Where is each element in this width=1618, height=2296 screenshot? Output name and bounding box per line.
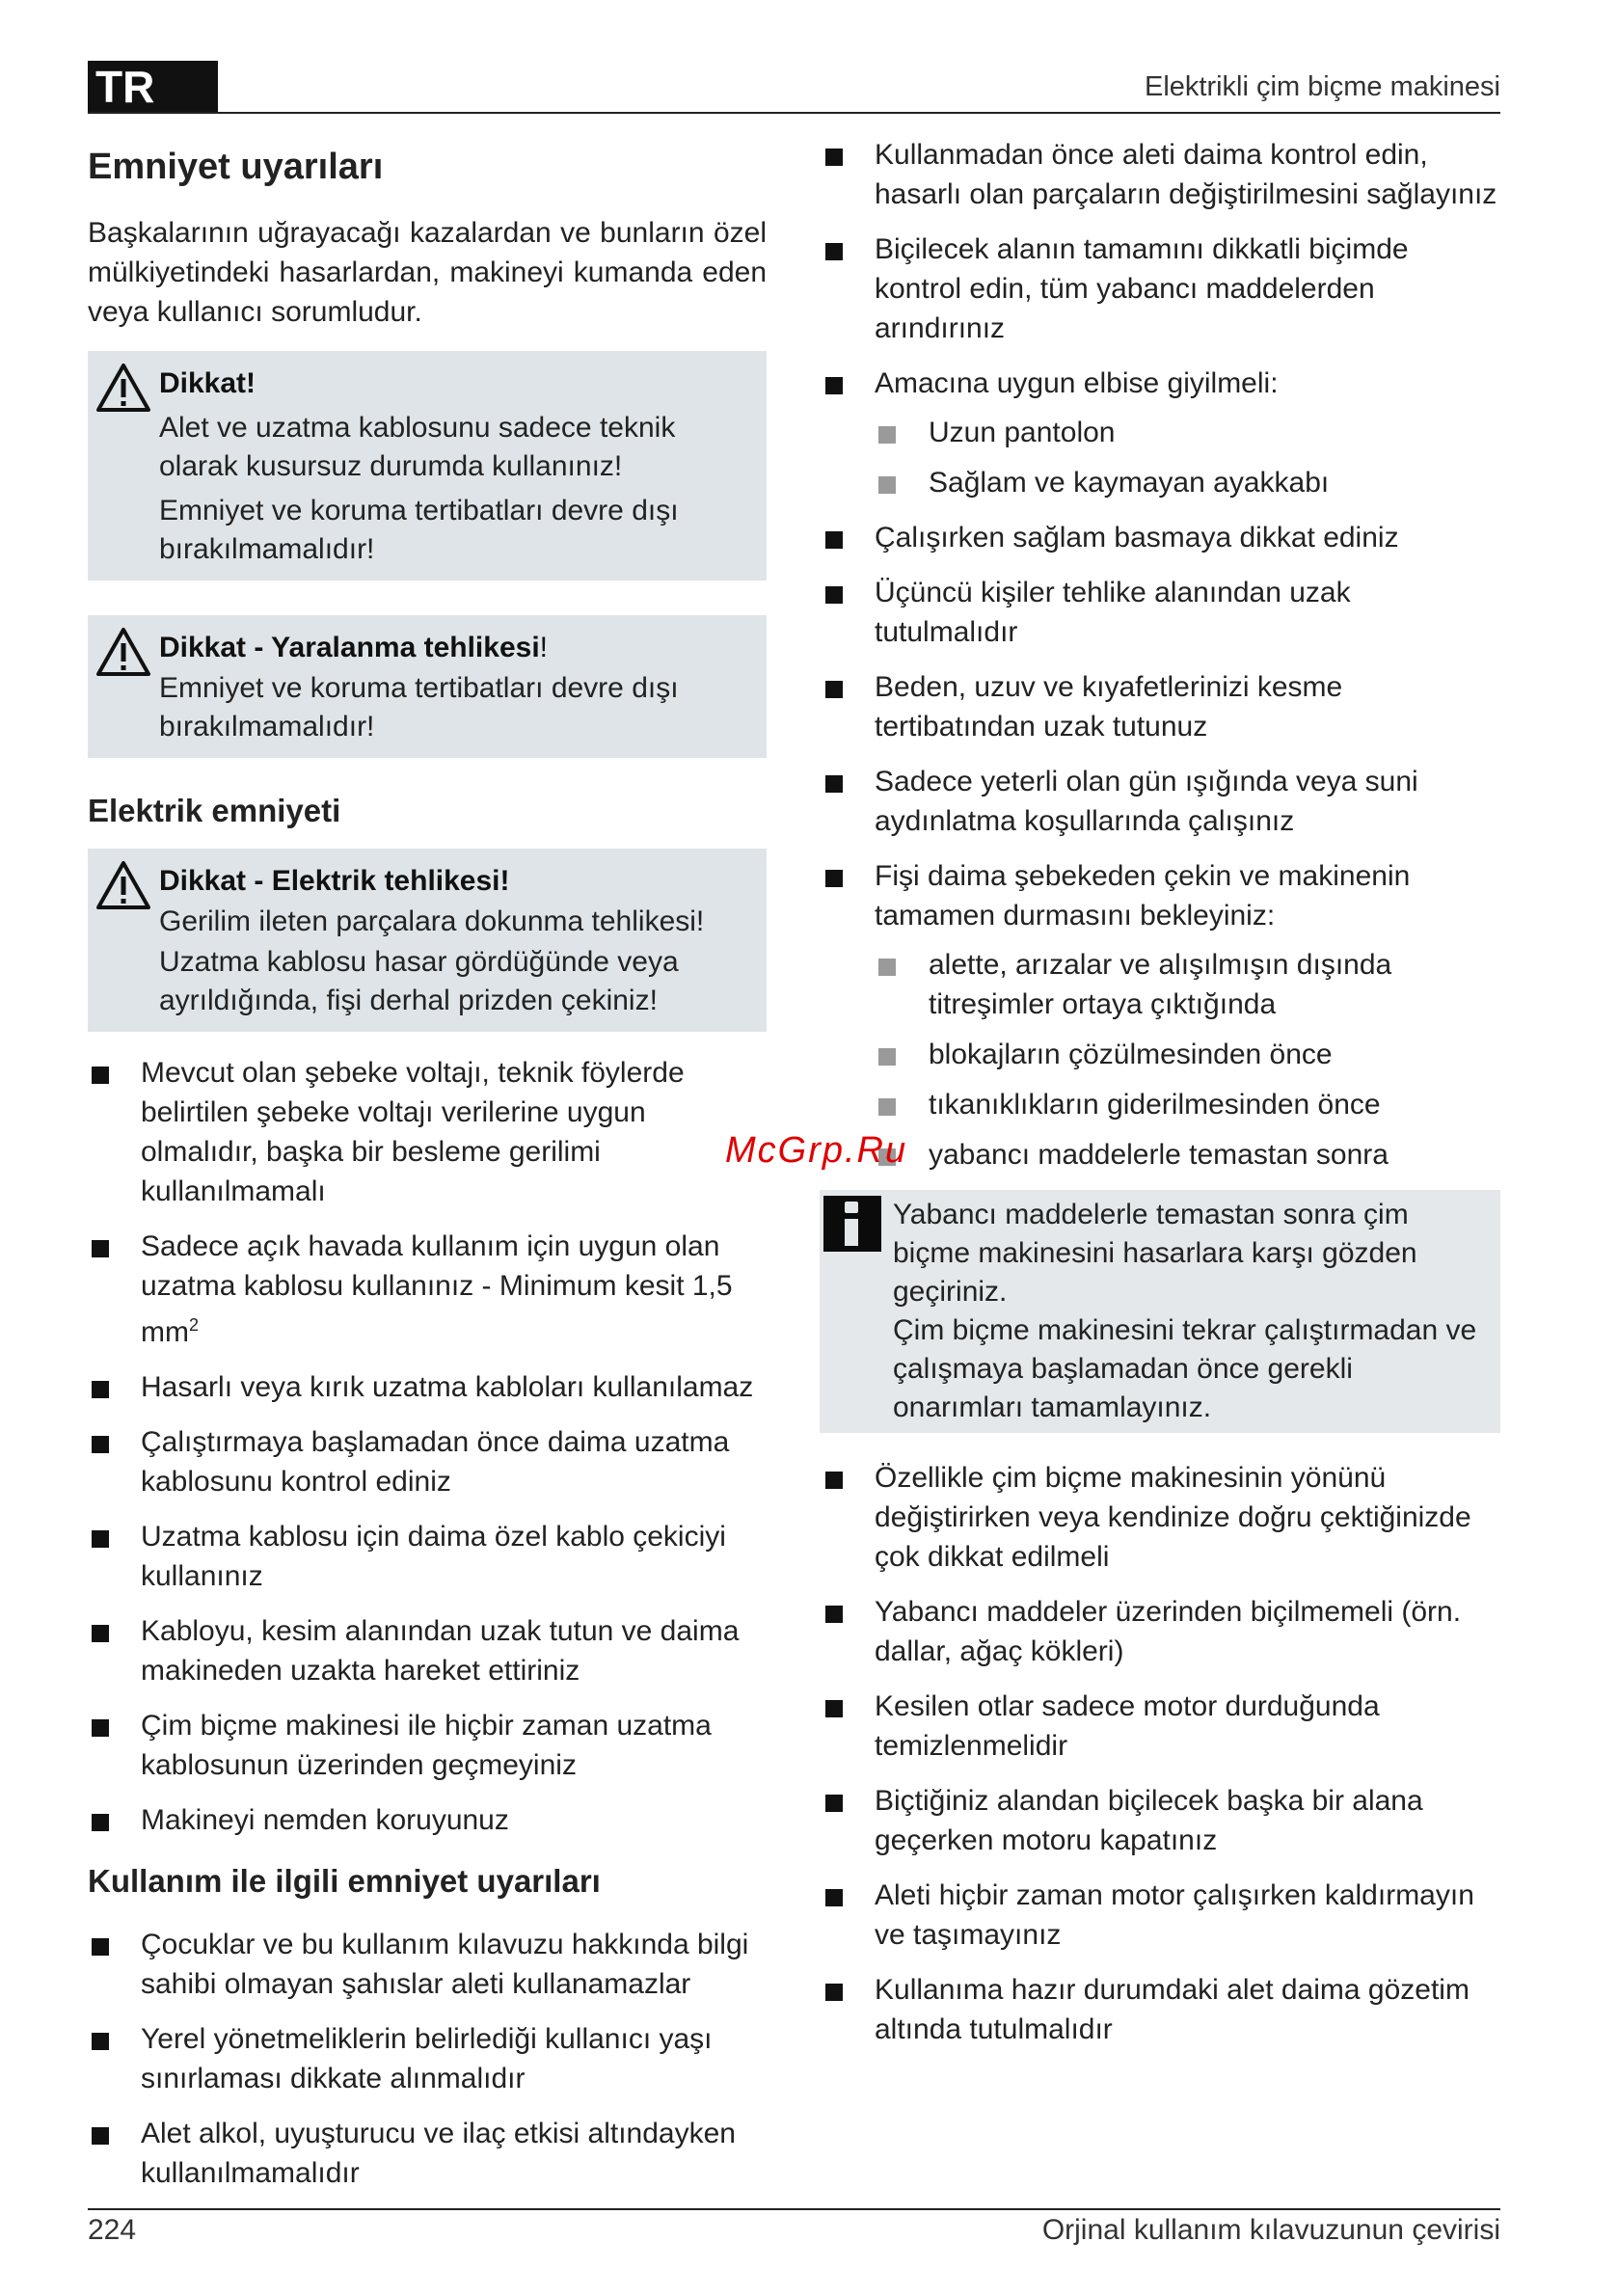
list-item: Amacına uygun elbise giyilmeli: Uzun pantolon Sağlam ve kaymayan ayakkabı bbox=[822, 364, 1500, 502]
bullet-square-icon bbox=[825, 531, 843, 549]
heading-usage-safety: Kullanım ile ilgili emniyet uyarıları bbox=[88, 1863, 601, 1899]
usage-list-c bbox=[822, 1458, 1500, 2049]
electric-safety-list bbox=[88, 1053, 767, 1840]
list-item: Sadece yeterli olan gün ışığında veya suni aydınlatma koşullarında çalışınız bbox=[822, 762, 1500, 841]
bullet-square-icon bbox=[825, 1795, 843, 1812]
list-item: Sadece açık havada kullanım için uygun olan uzatma kablosu kullanınız - Minimum kesit 1,5 $mm^2$ bbox=[88, 1227, 767, 1352]
bullet-square-icon bbox=[92, 1067, 109, 1084]
bullet-square-icon bbox=[825, 870, 843, 887]
watermark: McGrp.Ru bbox=[725, 1130, 908, 1171]
bullet-square-icon bbox=[92, 1381, 109, 1398]
sub-list-item: Sağlam ve kaymayan ayakkabı bbox=[875, 463, 1500, 502]
warning-triangle-icon bbox=[95, 860, 151, 910]
list-item: Beden, uzuv ve kıyafetlerinizi kesme tertibatından uzak tutunuz bbox=[822, 667, 1500, 746]
bullet-square-icon bbox=[92, 1530, 109, 1548]
warning-title bbox=[159, 629, 749, 667]
warning-text: Uzatma kablosu hasar gördüğünde veya ayrıldığında, fişi derhal prizden çekiniz! bbox=[159, 946, 679, 1016]
list-item: Kullanmadan önce aleti daima kontrol edin, hasarlı olan parçaların değiştirilmesini sağlayınız bbox=[822, 135, 1500, 214]
list-item: Alet alkol, uyuşturucu ve ilaç etkisi altındayken kullanılmamalıdır bbox=[88, 2114, 767, 2193]
bullet-square-icon bbox=[825, 1889, 843, 1906]
bullet-square-icon bbox=[92, 1240, 109, 1257]
sub-list-item: yabancı maddelerle temastan sonra bbox=[875, 1135, 1500, 1175]
bullet-square-icon bbox=[825, 1606, 843, 1623]
sub-list-item: tıkanıklıkların giderilmesinden önce bbox=[875, 1085, 1500, 1124]
warning-box-injury bbox=[88, 615, 767, 758]
list-item: Biçtiğiniz alandan biçilecek başka bir alana geçerken motoru kapatınız bbox=[822, 1781, 1500, 1860]
warning-title: Dikkat! bbox=[159, 367, 256, 399]
list-item: Mevcut olan şebeke voltajı, teknik föylerde belirtilen şebeke voltajı verilerine uygun olmalıdır, başka bir besleme gerilimi kullanılmamalı bbox=[88, 1053, 767, 1211]
bullet-square-icon bbox=[92, 1436, 109, 1453]
bullet-square-icon bbox=[825, 149, 843, 166]
list-item: Kabloyu, kesim alanından uzak tutun ve daima makineden uzakta hareket ettiriniz bbox=[88, 1611, 767, 1690]
page-number: 224 bbox=[88, 2214, 137, 2246]
list-item: Üçüncü kişiler tehlike alanından uzak tutulmalıdır bbox=[822, 573, 1500, 652]
right-column bbox=[822, 135, 1500, 2065]
warning-box-general bbox=[88, 351, 767, 581]
info-icon bbox=[823, 1196, 881, 1252]
header-title: Elektrikli çim biçme makinesi bbox=[1144, 71, 1500, 102]
list-item: Çim biçme makinesi ile hiçbir zaman uzatma kablosunun üzerinden geçmeyiniz bbox=[88, 1706, 767, 1785]
warning-text: Emniyet ve koruma tertibatları devre dışı bırakılmamalıdır! bbox=[159, 495, 679, 565]
info-text: Çim biçme makinesini tekrar çalıştırmadan ve çalışmaya başlamadan önce gerekli onarımları tamamlayınız. bbox=[893, 1314, 1477, 1423]
bullet-square-icon bbox=[92, 1814, 109, 1831]
sub-list-item: Uzun pantolon bbox=[875, 413, 1500, 452]
bullet-square-icon bbox=[92, 2033, 109, 2050]
sub-list-item: blokajların çözülmesinden önce bbox=[875, 1035, 1500, 1074]
warning-triangle-icon bbox=[95, 627, 151, 677]
warning-triangle-icon bbox=[95, 363, 151, 413]
bullet-square-grey-icon bbox=[878, 959, 896, 976]
info-text: Yabancı maddelerle temastan sonra çim biçme makinesini hasarlara karşı gözden geçiriniz. bbox=[893, 1199, 1417, 1308]
bullet-square-icon bbox=[825, 377, 843, 394]
bullet-square-grey-icon bbox=[878, 1048, 896, 1066]
footer-rule bbox=[88, 2208, 1500, 2210]
bullet-square-icon bbox=[825, 1700, 843, 1717]
sub-list-item: alette, arızalar ve alışılmışın dışında titreşimler ortaya çıktığında bbox=[875, 945, 1500, 1024]
warning-text: Emniyet ve koruma tertibatları devre dışı bırakılmamalıdır! bbox=[159, 672, 679, 743]
bullet-square-icon bbox=[92, 1719, 109, 1737]
bullet-square-icon bbox=[92, 2127, 109, 2145]
bullet-square-icon bbox=[825, 1984, 843, 2001]
bullet-square-icon bbox=[825, 775, 843, 793]
list-item: Özellikle çim biçme makinesinin yönünü değiştirirken veya kendinize doğru çektiğinizde çok dikkat edilmeli bbox=[822, 1458, 1500, 1577]
bullet-square-icon bbox=[825, 681, 843, 698]
unplug-sublist bbox=[875, 945, 1500, 1175]
list-item: Yabancı maddeler üzerinden biçilmemeli (örn. dallar, ağaç kökleri) bbox=[822, 1592, 1500, 1671]
bullet-square-grey-icon bbox=[878, 476, 896, 494]
list-item: Fişi daima şebekeden çekin ve makinenin tamamen durmasını bekleyiniz: alette, arızalar ve alışılmışın dışında titreşimler ortaya çıktığında blokajların çözülmesinden önce tıkanıklıkların giderilmesinden önce yabancı maddelerle temastan sonra bbox=[822, 856, 1500, 1175]
footer-title: Orjinal kullanım kılavuzunun çevirisi bbox=[1041, 2214, 1500, 2246]
list-item: Çalışırken sağlam basmaya dikkat ediniz bbox=[822, 518, 1500, 557]
list-item: Yerel yönetmeliklerin belirlediği kullanıcı yaşı sınırlaması dikkate alınmalıdır bbox=[88, 2019, 767, 2098]
left-column bbox=[88, 135, 767, 2208]
list-item: Biçilecek alanın tamamını dikkatli biçimde kontrol edin, tüm yabancı maddelerden arındırınız bbox=[822, 230, 1500, 348]
header-rule bbox=[88, 112, 1500, 114]
intro-paragraph: Başkalarının uğrayacağı kazalardan ve bunların özel mülkiyetindeki hasarlardan, makineyi kumanda eden veya kullanıcı sorumludur. bbox=[88, 217, 767, 328]
bullet-square-icon bbox=[825, 1472, 843, 1489]
bullet-square-icon bbox=[92, 1938, 109, 1956]
warning-title: Dikkat - Elektrik tehlikesi! bbox=[159, 865, 510, 897]
heading-electric-safety: Elektrik emniyeti bbox=[88, 793, 341, 828]
bullet-square-icon bbox=[825, 243, 843, 260]
list-item: Çocuklar ve bu kullanım kılavuzu hakkında bilgi sahibi olmayan şahıslar aleti kullanamazlar bbox=[88, 1925, 767, 2004]
list-item: Kullanıma hazır durumdaki alet daima gözetim altında tutulmalıdır bbox=[822, 1970, 1500, 2049]
list-item: Uzatma kablosu için daima özel kablo çekiciyi kullanınız bbox=[88, 1517, 767, 1596]
list-item: Çalıştırmaya başlamadan önce daima uzatma kablosunu kontrol ediniz bbox=[88, 1422, 767, 1501]
info-box bbox=[820, 1190, 1500, 1433]
usage-list-a bbox=[822, 135, 1500, 502]
warning-text: Gerilim ileten parçalara dokunma tehlikesi! bbox=[159, 905, 705, 937]
list-item: Aleti hiçbir zaman motor çalışırken kaldırmayın ve taşımayınız bbox=[822, 1876, 1500, 1955]
superscript: 2 bbox=[188, 1315, 199, 1335]
bullet-square-grey-icon bbox=[878, 1098, 896, 1116]
bullet-square-grey-icon bbox=[878, 426, 896, 444]
usage-safety-list bbox=[88, 1925, 767, 2193]
list-item: Kesilen otlar sadece motor durduğunda temizlenmelidir bbox=[822, 1687, 1500, 1766]
clothing-sublist bbox=[875, 413, 1500, 502]
warning-title-text: Dikkat - Yaralanma tehlikesi bbox=[159, 632, 540, 663]
language-badge: TR bbox=[88, 61, 218, 114]
warning-title-tail: ! bbox=[539, 632, 549, 663]
bullet-square-icon bbox=[92, 1625, 109, 1642]
bullet-square-icon bbox=[825, 586, 843, 604]
warning-box-electric bbox=[88, 849, 767, 1032]
list-item: Hasarlı veya kırık uzatma kabloları kullanılamaz bbox=[88, 1367, 767, 1407]
heading-safety-warnings: Emniyet uyarıları bbox=[88, 147, 384, 187]
warning-text: Alet ve uzatma kablosunu sadece teknik olarak kusursuz durumda kullanınız! bbox=[159, 412, 676, 482]
usage-list-b bbox=[822, 518, 1500, 1175]
list-item: Makineyi nemden koruyunuz bbox=[88, 1800, 767, 1840]
